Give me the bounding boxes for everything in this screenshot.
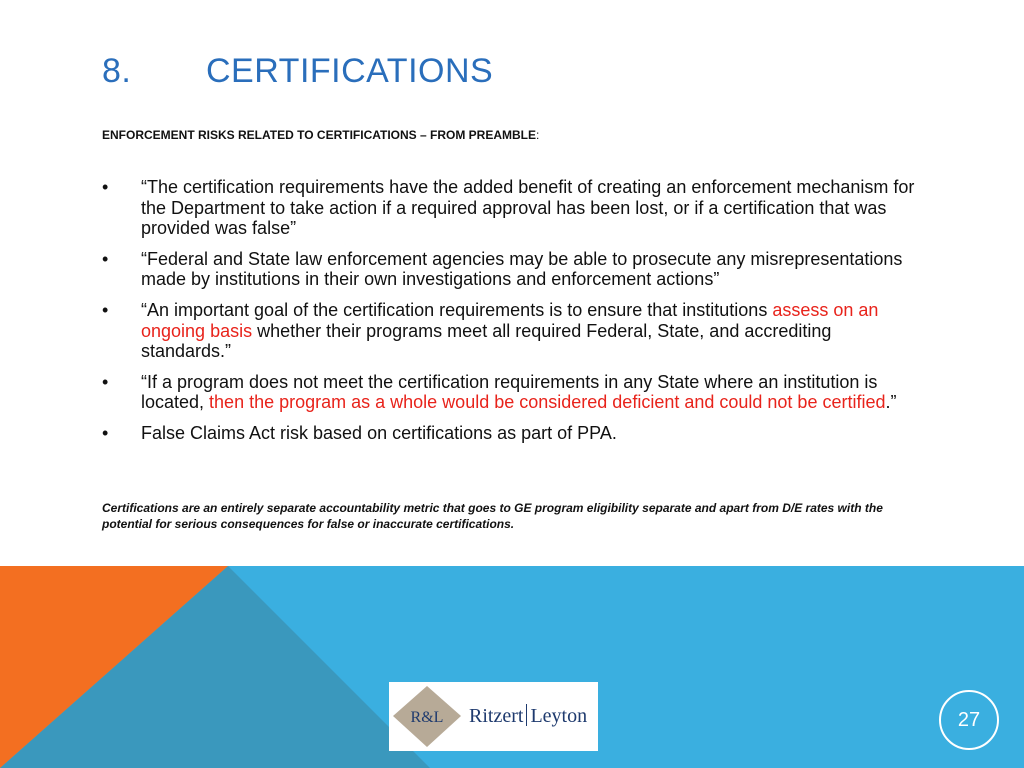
slide-subtitle — [102, 128, 539, 142]
section-title: CERTIFICATIONS — [206, 52, 494, 90]
bullet-text-end: whether their programs meet all required Federal, State, and accrediting standards.” — [141, 320, 832, 362]
logo-diamond-icon — [391, 684, 463, 749]
bullet-highlight: assess on an ongoing basis — [141, 299, 879, 341]
bullet-highlight: then the program as a whole would be considered deficient and could not be certified — [209, 392, 886, 413]
bullet-text: “The certification requirements have the added benefit of creating an enforcement mechanism for the Department to take action if a required approval has been lost, or if a certification that was provided was false” — [141, 177, 915, 239]
bullet-text: False Claims Act risk based on certifications as part of PPA. — [141, 422, 617, 443]
company-logo — [389, 682, 598, 751]
bullet-marker: • — [102, 422, 109, 443]
footnote-italic: Certifications are an entirely separate accountability metric that goes to GE program eligibility separate and apart from D/E rates with the potential for serious consequences for false or inaccurate certifications. — [102, 501, 883, 531]
subtitle-suffix: : — [536, 128, 540, 142]
logo-name-left: Ritzert — [469, 705, 524, 727]
bullet-marker: • — [102, 248, 109, 269]
subtitle-text: ENFORCEMENT RISKS RELATED TO CERTIFICATIONS – FROM PREAMBLE — [102, 128, 537, 142]
bullet-marker: • — [102, 299, 109, 320]
section-number: 8. — [102, 52, 132, 90]
bullet-item — [102, 177, 922, 239]
bullet-marker: • — [102, 371, 109, 392]
logo-wordmark — [469, 704, 587, 728]
bullet-text: “If a program does not meet the certification requirements in any State where an institution is located, — [141, 371, 878, 413]
bullet-item — [102, 372, 922, 413]
bullet-text-end: .” — [885, 392, 897, 413]
logo-name-right: Leyton — [530, 705, 588, 727]
bullet-text: “Federal and State law enforcement agencies may be able to prosecute any misrepresentations made by institutions in their own investigations and enforcement actions” — [141, 248, 903, 290]
bullet-item — [102, 300, 922, 362]
bullet-list — [102, 177, 922, 454]
bullet-item — [102, 249, 922, 290]
slide-title — [102, 52, 493, 91]
bullet-text: “An important goal of the certification requirements is to ensure that institutions — [141, 299, 773, 320]
logo-monogram: R&L — [410, 709, 444, 726]
page-number: 27 — [939, 690, 999, 750]
bullet-marker: • — [102, 177, 109, 197]
logo-separator — [526, 704, 527, 726]
bullet-item — [102, 423, 922, 444]
